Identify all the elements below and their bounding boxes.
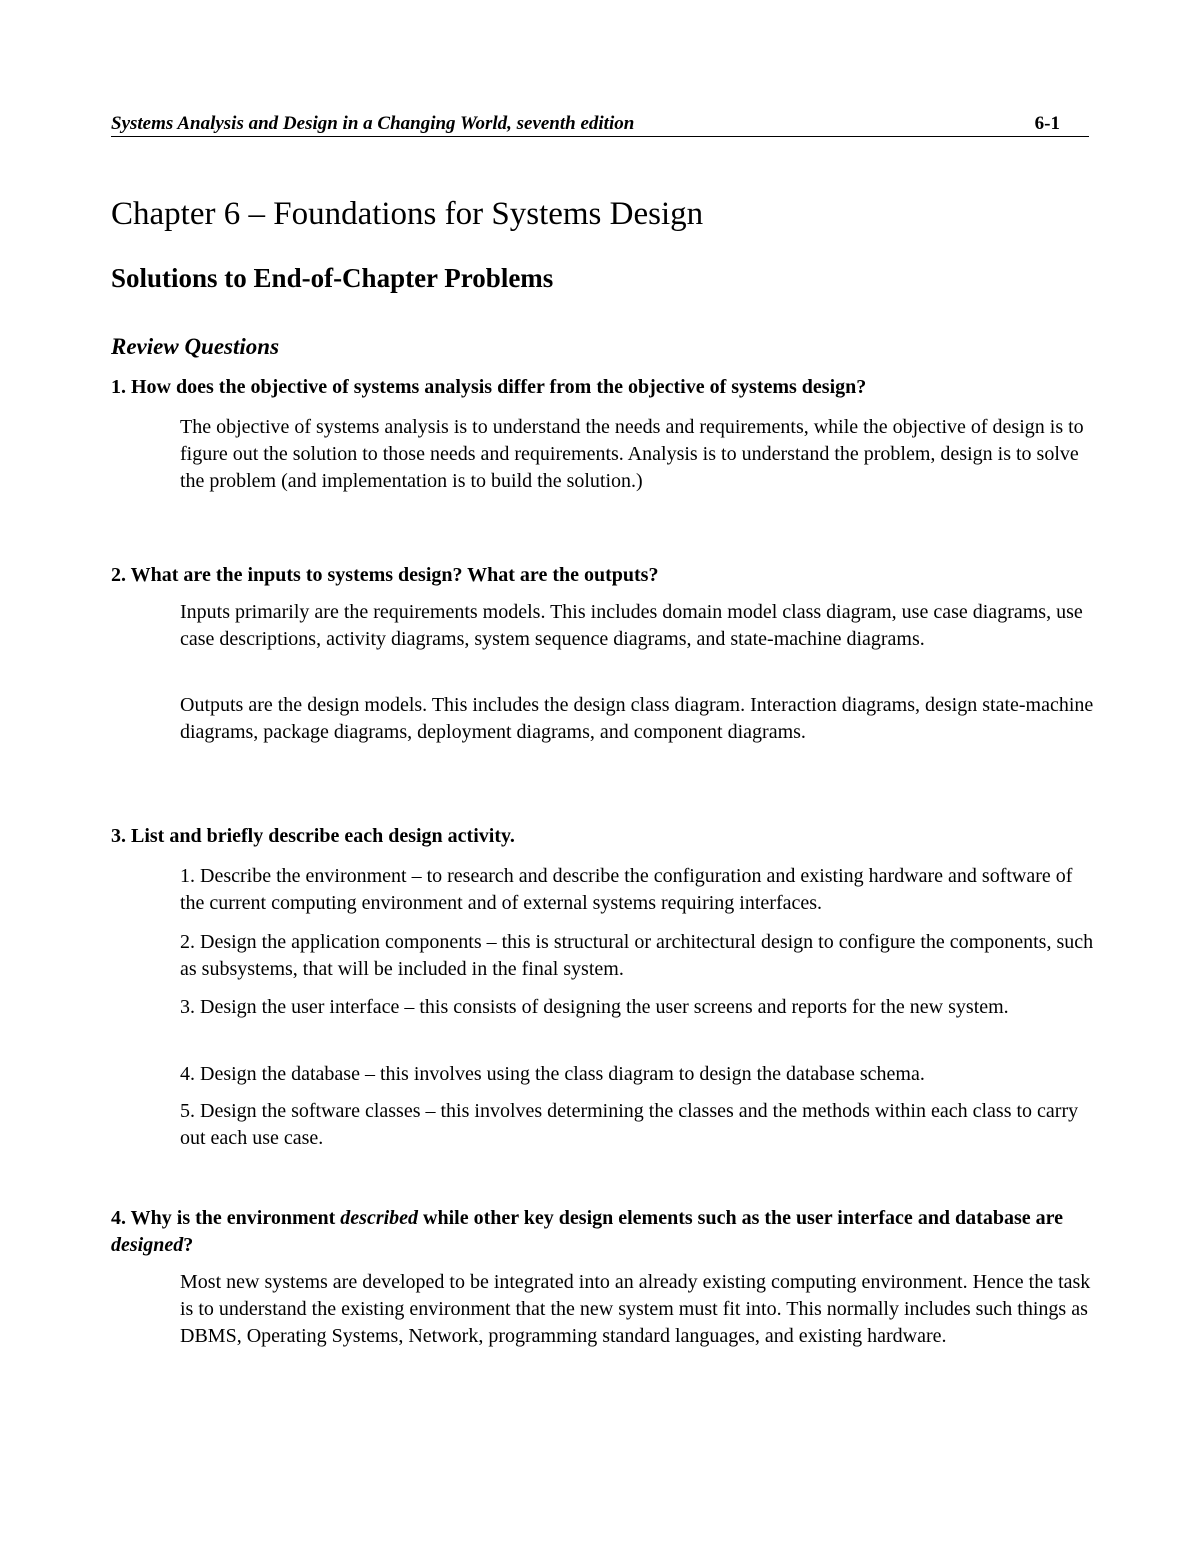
answer-1: The objective of systems analysis is to understand the needs and requirements, while the objective of design is to figure out the solution to those needs and requirements. Analysis is to understand the problem, design is to solve the problem (and implementation is to build the solution.) — [180, 416, 1084, 492]
design-activity-item: 3. Design the user interface – this consists of designing the user screens and reports for the new system. — [180, 996, 1009, 1018]
question-4-emphasis: described — [340, 1207, 419, 1229]
question-4-text: while other key design elements such as the user interface and database are — [418, 1207, 1064, 1229]
question-2: 2. What are the inputs to systems design? What are the outputs? — [111, 564, 659, 586]
design-activity-item: 5. Design the software classes – this involves determining the classes and the methods within each class to carry out each use case. — [180, 1100, 1079, 1149]
question-1: 1. How does the objective of systems analysis differ from the objective of systems design? — [111, 376, 867, 398]
design-activity-item: 4. Design the database – this involves using the class diagram to design the database schema. — [180, 1063, 925, 1085]
document-subtitle: Solutions to End-of-Chapter Problems — [111, 263, 554, 293]
design-activity-item: 1. Describe the environment – to research and describe the configuration and existing hardware and software of the current computing environment and of external systems requiring interfaces. — [180, 865, 1073, 914]
answer-2-outputs: Outputs are the design models. This includes the design class diagram. Interaction diagrams, design state-machine diagrams, package diagrams, deployment diagrams, and component diagrams. — [180, 694, 1094, 743]
chapter-title: Chapter 6 – Foundations for Systems Design — [111, 196, 704, 232]
answer-4: Most new systems are developed to be integrated into an already existing computing environment. Hence the task is to understand the existing environment that the new system must fit into. This normally includes such things as DBMS, Operating Systems, Network, programming standard languages, and existing hardware. — [180, 1271, 1091, 1347]
header-title: Systems Analysis and Design in a Changing World, seventh edition — [111, 113, 635, 134]
question-4-text: 4. Why is the environment — [111, 1207, 341, 1229]
question-3: 3. List and briefly describe each design activity. — [111, 825, 515, 847]
answer-2-inputs: Inputs primarily are the requirements models. This includes domain model class diagram, use case diagrams, use case descriptions, activity diagrams, system sequence diagrams, and state-machine diagrams. — [180, 601, 1083, 650]
question-4-emphasis: designed — [111, 1234, 184, 1256]
question-4 — [111, 1205, 1101, 1259]
page-number: 6-1 — [1034, 113, 1060, 134]
running-header — [111, 112, 1089, 137]
design-activity-item: 2. Design the application components – this is structural or architectural design to configure the components, such as subsystems, that will be included in the final system. — [180, 931, 1094, 980]
section-heading: Review Questions — [111, 334, 280, 359]
question-4-text: ? — [183, 1234, 194, 1256]
